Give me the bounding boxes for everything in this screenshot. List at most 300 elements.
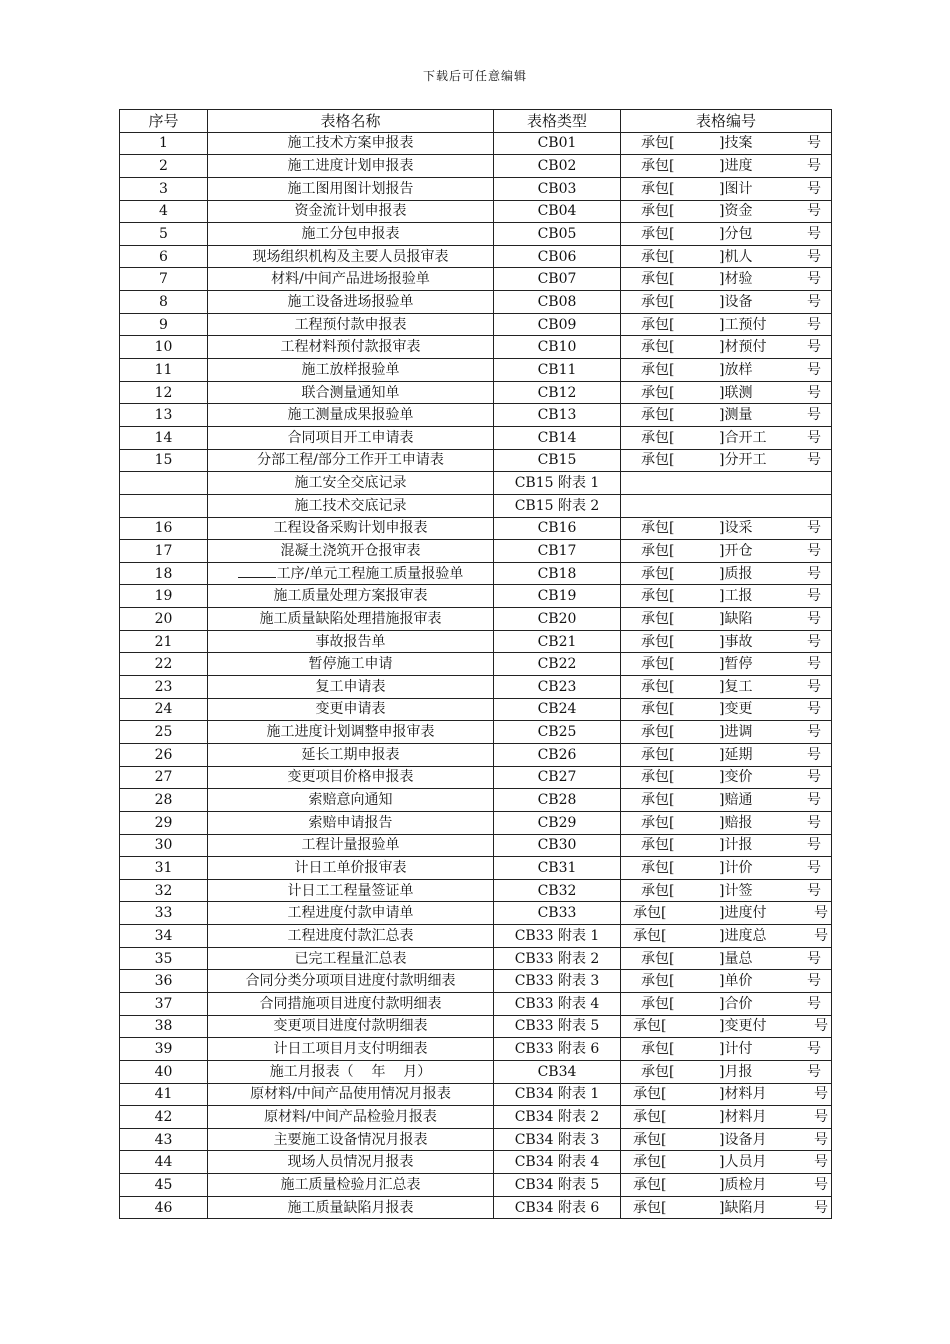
cell-no: 43 xyxy=(120,1128,208,1151)
form-code xyxy=(621,337,831,357)
code-suffix: 号 xyxy=(814,1109,828,1125)
table-row xyxy=(120,721,832,744)
code-prefix: 承包[ xyxy=(641,203,675,220)
code-abbrev-text: 材验 xyxy=(724,271,753,288)
cell-form-code xyxy=(621,494,832,517)
cell-form-name xyxy=(208,1060,494,1083)
form-code xyxy=(621,360,831,380)
code-bracket-close: ] xyxy=(719,1063,725,1080)
code-abbrev-text: 计价 xyxy=(724,859,753,876)
cell-form-name xyxy=(208,630,494,653)
table-row xyxy=(120,268,832,291)
code-bracket-close: ] xyxy=(719,1086,725,1103)
code-prefix: 承包[ xyxy=(641,407,675,424)
code-suffix: 号 xyxy=(807,973,821,990)
code-suffix: 号 xyxy=(814,1086,828,1103)
code-prefix: 承包[ xyxy=(641,633,675,650)
code-abbrev xyxy=(719,247,783,267)
cell-form-code xyxy=(621,1196,832,1219)
code-abbrev-text: 工预付 xyxy=(724,316,767,333)
form-code xyxy=(621,1016,831,1036)
form-name-text: 工程计量报验单 xyxy=(301,837,400,854)
cell-no: 22 xyxy=(120,653,208,676)
code-suffix: 号 xyxy=(807,724,821,741)
cell-form-name xyxy=(208,313,494,336)
code-bracket-close: ] xyxy=(719,995,725,1012)
cell-no: 10 xyxy=(120,336,208,359)
code-abbrev-text: 计付 xyxy=(724,1041,753,1058)
code-abbrev-text: 质报 xyxy=(724,565,753,582)
cell-no: 42 xyxy=(120,1106,208,1129)
code-bracket-close: ] xyxy=(719,678,725,695)
col-header-type: 表格类型 xyxy=(494,110,621,133)
code-prefix: 承包[ xyxy=(633,1131,667,1148)
cell-form-code xyxy=(621,404,832,427)
table-row xyxy=(120,313,832,336)
form-name-text: 已完工程量汇总表 xyxy=(294,950,407,967)
code-prefix: 承包[ xyxy=(641,248,675,265)
code-abbrev-text: 机人 xyxy=(724,248,753,265)
code-bracket-close: ] xyxy=(719,429,725,446)
code-abbrev-text: 计签 xyxy=(724,882,753,899)
form-name-text: 施工设备进场报验单 xyxy=(287,293,414,310)
code-prefix: 承包[ xyxy=(641,1041,675,1058)
cell-form-type: CB33 xyxy=(494,902,621,925)
table-row xyxy=(120,1083,832,1106)
code-prefix: 承包[ xyxy=(633,1199,667,1216)
cell-form-name xyxy=(208,1196,494,1219)
code-abbrev-text: 进调 xyxy=(724,724,753,741)
form-name-text: 主要施工设备情况月报表 xyxy=(273,1131,428,1148)
cell-form-code xyxy=(621,132,832,155)
code-suffix: 号 xyxy=(807,429,821,446)
cell-form-code xyxy=(621,585,832,608)
code-abbrev xyxy=(719,201,783,221)
cell-form-name xyxy=(208,223,494,246)
table-row xyxy=(120,879,832,902)
cell-form-code xyxy=(621,698,832,721)
code-abbrev-text: 材料月 xyxy=(724,1086,767,1103)
form-code xyxy=(621,518,831,538)
form-code xyxy=(621,609,831,629)
cell-no: 28 xyxy=(120,789,208,812)
cell-form-type: CB09 xyxy=(494,313,621,336)
code-abbrev-text: 合价 xyxy=(724,995,753,1012)
cell-no: 31 xyxy=(120,857,208,880)
code-abbrev xyxy=(719,1084,783,1104)
code-bracket-close: ] xyxy=(719,701,725,718)
code-suffix: 号 xyxy=(807,882,821,899)
form-name-text: 索赔意向通知 xyxy=(308,792,393,809)
cell-no: 24 xyxy=(120,698,208,721)
code-bracket-close: ] xyxy=(719,316,725,333)
code-bracket-close: ] xyxy=(719,927,725,944)
code-bracket-close: ] xyxy=(719,814,725,831)
code-prefix: 承包[ xyxy=(641,271,675,288)
cell-form-type: CB19 xyxy=(494,585,621,608)
cell-form-name xyxy=(208,1128,494,1151)
form-code xyxy=(621,315,831,335)
code-abbrev xyxy=(719,541,783,561)
form-code xyxy=(621,269,831,289)
code-abbrev-text: 复工 xyxy=(724,678,753,695)
cell-form-type: CB15 xyxy=(494,449,621,472)
cell-form-code xyxy=(621,992,832,1015)
code-bracket-close: ] xyxy=(719,520,725,537)
form-code xyxy=(621,949,831,969)
table-row xyxy=(120,1174,832,1197)
table-row xyxy=(120,789,832,812)
form-code xyxy=(621,292,831,312)
table-row xyxy=(120,970,832,993)
cell-form-name xyxy=(208,789,494,812)
code-suffix: 号 xyxy=(807,271,821,288)
form-code xyxy=(621,224,831,244)
cell-form-code xyxy=(621,811,832,834)
table-row xyxy=(120,1151,832,1174)
table-row xyxy=(120,857,832,880)
form-code xyxy=(621,699,831,719)
form-name-text: 变更申请表 xyxy=(315,701,386,718)
cell-no: 40 xyxy=(120,1060,208,1083)
form-code xyxy=(621,745,831,765)
code-abbrev xyxy=(719,360,783,380)
table-header-row xyxy=(120,110,832,133)
code-abbrev xyxy=(719,926,783,946)
cell-form-name xyxy=(208,1083,494,1106)
code-abbrev xyxy=(719,315,783,335)
cell-form-code xyxy=(621,789,832,812)
code-suffix: 号 xyxy=(807,792,821,809)
form-index-table xyxy=(119,109,832,1219)
code-bracket-close: ] xyxy=(719,950,725,967)
form-name-text: 索赔申请报告 xyxy=(308,814,393,831)
form-name-text: 施工质量检验月汇总表 xyxy=(280,1176,421,1193)
code-abbrev xyxy=(719,949,783,969)
cell-form-code xyxy=(621,381,832,404)
code-suffix: 号 xyxy=(807,814,821,831)
code-suffix: 号 xyxy=(807,1041,821,1058)
code-prefix: 承包[ xyxy=(641,565,675,582)
code-bracket-close: ] xyxy=(719,769,725,786)
code-abbrev-text: 质检月 xyxy=(724,1176,767,1193)
form-code xyxy=(621,903,831,923)
cell-form-name xyxy=(208,449,494,472)
form-name-text: 施工质量处理方案报审表 xyxy=(273,588,428,605)
code-abbrev xyxy=(719,677,783,697)
cell-form-name xyxy=(208,992,494,1015)
code-prefix: 承包[ xyxy=(641,339,675,356)
code-prefix: 承包[ xyxy=(641,859,675,876)
form-code xyxy=(621,156,831,176)
code-abbrev xyxy=(719,179,783,199)
cell-form-type: CB14 xyxy=(494,426,621,449)
cell-no: 11 xyxy=(120,359,208,382)
cell-form-name xyxy=(208,743,494,766)
cell-form-type: CB26 xyxy=(494,743,621,766)
form-name-text: 施工进度计划调整申报审表 xyxy=(266,724,435,741)
form-code xyxy=(621,790,831,810)
cell-form-code xyxy=(621,245,832,268)
cell-no: 3 xyxy=(120,177,208,200)
cell-form-code xyxy=(621,857,832,880)
code-abbrev xyxy=(719,971,783,991)
cell-form-name xyxy=(208,1151,494,1174)
cell-form-code xyxy=(621,721,832,744)
form-name-text: 分部工程/部分工作开工申请表 xyxy=(257,452,444,469)
cell-form-name xyxy=(208,1015,494,1038)
code-bracket-close: ] xyxy=(719,633,725,650)
form-code xyxy=(621,722,831,742)
form-code xyxy=(621,450,831,470)
cell-form-name xyxy=(208,132,494,155)
code-abbrev xyxy=(719,835,783,855)
cell-form-name xyxy=(208,472,494,495)
cell-form-code xyxy=(621,1060,832,1083)
col-header-code: 表格编号 xyxy=(621,110,832,133)
table-row xyxy=(120,540,832,563)
cell-form-type: CB21 xyxy=(494,630,621,653)
cell-form-name xyxy=(208,947,494,970)
cell-no: 18 xyxy=(120,562,208,585)
code-abbrev xyxy=(719,156,783,176)
table-row xyxy=(120,743,832,766)
code-suffix: 号 xyxy=(807,407,821,424)
code-bracket-close: ] xyxy=(719,271,725,288)
cell-form-type: CB01 xyxy=(494,132,621,155)
form-code xyxy=(621,654,831,674)
cell-form-code xyxy=(621,449,832,472)
cell-no: 8 xyxy=(120,291,208,314)
code-prefix: 承包[ xyxy=(633,905,667,922)
form-name-text: 原材料/中间产品使用情况月报表 xyxy=(250,1086,451,1103)
code-suffix: 号 xyxy=(814,1176,828,1193)
code-abbrev xyxy=(719,1107,783,1127)
code-prefix: 承包[ xyxy=(641,520,675,537)
code-suffix: 号 xyxy=(807,158,821,175)
code-suffix: 号 xyxy=(807,565,821,582)
cell-form-type: CB08 xyxy=(494,291,621,314)
form-code xyxy=(621,926,831,946)
cell-no: 27 xyxy=(120,766,208,789)
table-body xyxy=(120,132,832,1219)
cell-no: 9 xyxy=(120,313,208,336)
code-abbrev-text: 设采 xyxy=(724,520,753,537)
form-name-text: 施工测量成果报验单 xyxy=(287,407,414,424)
cell-form-name xyxy=(208,721,494,744)
code-abbrev xyxy=(719,745,783,765)
code-abbrev xyxy=(719,383,783,403)
form-code xyxy=(621,881,831,901)
table-row xyxy=(120,155,832,178)
code-suffix: 号 xyxy=(807,769,821,786)
form-code xyxy=(621,1152,831,1172)
form-name-text: 延长工期申报表 xyxy=(301,746,400,763)
cell-no: 32 xyxy=(120,879,208,902)
code-abbrev-text: 测量 xyxy=(724,407,753,424)
table-row xyxy=(120,359,832,382)
table-row xyxy=(120,766,832,789)
code-abbrev-text: 延期 xyxy=(724,746,753,763)
cell-no: 13 xyxy=(120,404,208,427)
form-name-text: 原材料/中间产品检验月报表 xyxy=(264,1109,437,1125)
code-abbrev xyxy=(719,903,783,923)
cell-no xyxy=(120,472,208,495)
table-row xyxy=(120,426,832,449)
cell-form-code xyxy=(621,426,832,449)
code-abbrev-text: 月报 xyxy=(724,1063,753,1080)
cell-no: 23 xyxy=(120,676,208,699)
table-row xyxy=(120,562,832,585)
cell-no: 16 xyxy=(120,517,208,540)
cell-form-code xyxy=(621,200,832,223)
code-abbrev-text: 放样 xyxy=(724,361,753,378)
table-row xyxy=(120,1106,832,1129)
cell-no: 38 xyxy=(120,1015,208,1038)
cell-form-name xyxy=(208,381,494,404)
cell-form-name xyxy=(208,494,494,517)
code-prefix: 承包[ xyxy=(641,973,675,990)
code-suffix: 号 xyxy=(807,542,821,559)
form-code xyxy=(621,428,831,448)
code-bracket-close: ] xyxy=(719,135,725,152)
code-bracket-close: ] xyxy=(719,837,725,854)
header-note: 下载后可任意编辑 xyxy=(422,69,527,83)
form-code xyxy=(621,383,831,403)
code-suffix: 号 xyxy=(807,180,821,197)
code-abbrev xyxy=(719,564,783,584)
cell-form-name xyxy=(208,200,494,223)
cell-form-code xyxy=(621,517,832,540)
code-bracket-close: ] xyxy=(719,656,725,673)
code-bracket-close: ] xyxy=(719,792,725,809)
form-name-text: 计日工工程量签证单 xyxy=(287,882,414,899)
form-name-text: 工程设备采购计划申报表 xyxy=(273,520,428,537)
code-abbrev-text: 资金 xyxy=(724,203,753,220)
form-code xyxy=(621,564,831,584)
form-name-text: 事故报告单 xyxy=(315,633,386,650)
cell-no: 33 xyxy=(120,902,208,925)
form-code xyxy=(621,179,831,199)
code-abbrev-text: 设备月 xyxy=(724,1131,767,1148)
code-suffix: 号 xyxy=(807,226,821,243)
form-name-text: 计日工项目月支付明细表 xyxy=(273,1041,428,1058)
form-code xyxy=(621,858,831,878)
table-row xyxy=(120,630,832,653)
code-suffix: 号 xyxy=(807,452,821,469)
code-bracket-close: ] xyxy=(719,1018,725,1035)
code-abbrev-text: 变价 xyxy=(724,769,753,786)
code-abbrev-text: 材预付 xyxy=(724,339,767,356)
table-row xyxy=(120,925,832,948)
form-name-text: 施工放样报验单 xyxy=(301,361,400,378)
cell-form-type: CB33 附表 5 xyxy=(494,1015,621,1038)
form-name-text: 工程进度付款申请单 xyxy=(287,905,414,922)
cell-no: 46 xyxy=(120,1196,208,1219)
code-abbrev-text: 进度 xyxy=(724,158,753,175)
code-abbrev xyxy=(719,858,783,878)
code-abbrev-text: 工报 xyxy=(724,588,753,605)
form-name-text: 复工申请表 xyxy=(315,678,386,695)
code-suffix: 号 xyxy=(814,1018,828,1035)
form-name-text: 现场人员情况月报表 xyxy=(287,1154,414,1171)
table-row xyxy=(120,698,832,721)
cell-no: 5 xyxy=(120,223,208,246)
code-bracket-close: ] xyxy=(719,588,725,605)
cell-no: 15 xyxy=(120,449,208,472)
cell-no: 37 xyxy=(120,992,208,1015)
cell-form-name xyxy=(208,291,494,314)
table-row xyxy=(120,291,832,314)
cell-no: 39 xyxy=(120,1038,208,1061)
cell-form-code xyxy=(621,766,832,789)
table-row xyxy=(120,1038,832,1061)
cell-no: 34 xyxy=(120,925,208,948)
code-prefix: 承包[ xyxy=(641,1063,675,1080)
cell-form-type: CB12 xyxy=(494,381,621,404)
cell-form-name xyxy=(208,336,494,359)
form-name-text: 现场组织机构及主要人员报审表 xyxy=(252,248,449,265)
code-abbrev xyxy=(719,767,783,787)
cell-form-code xyxy=(621,155,832,178)
table-row xyxy=(120,517,832,540)
cell-form-name xyxy=(208,1174,494,1197)
table-row xyxy=(120,811,832,834)
code-prefix: 承包[ xyxy=(641,452,675,469)
code-prefix: 承包[ xyxy=(641,293,675,310)
table-row xyxy=(120,472,832,495)
code-bracket-close: ] xyxy=(719,565,725,582)
code-abbrev xyxy=(719,428,783,448)
code-prefix: 承包[ xyxy=(641,158,675,175)
form-name-text: 工程预付款申报表 xyxy=(294,316,407,333)
code-bracket-close: ] xyxy=(719,973,725,990)
code-abbrev-text: 变更付 xyxy=(724,1018,767,1035)
code-suffix: 号 xyxy=(814,1154,828,1171)
cell-form-name xyxy=(208,857,494,880)
form-code xyxy=(621,1198,831,1218)
form-code xyxy=(621,133,831,153)
code-suffix: 号 xyxy=(807,610,821,627)
form-code xyxy=(621,1039,831,1059)
cell-no: 14 xyxy=(120,426,208,449)
table-row xyxy=(120,585,832,608)
form-name-text: 变更项目价格申报表 xyxy=(287,769,414,786)
code-suffix: 号 xyxy=(807,316,821,333)
cell-form-type: CB28 xyxy=(494,789,621,812)
code-prefix: 承包[ xyxy=(641,135,675,152)
cell-no: 21 xyxy=(120,630,208,653)
code-bracket-close: ] xyxy=(719,293,725,310)
code-bracket-close: ] xyxy=(719,724,725,741)
cell-no: 7 xyxy=(120,268,208,291)
cell-form-code xyxy=(621,834,832,857)
form-code xyxy=(621,1107,831,1127)
cell-form-type: CB31 xyxy=(494,857,621,880)
code-abbrev-text: 量总 xyxy=(724,950,753,967)
code-abbrev-text: 赔报 xyxy=(724,814,753,831)
form-code xyxy=(621,201,831,221)
fill-in-blank xyxy=(238,563,276,578)
cell-form-type: CB34 xyxy=(494,1060,621,1083)
cell-form-name xyxy=(208,585,494,608)
code-bracket-close: ] xyxy=(719,1199,725,1216)
form-name-text: 变更项目进度付款明细表 xyxy=(273,1018,428,1035)
cell-form-name xyxy=(208,426,494,449)
code-bracket-close: ] xyxy=(719,158,725,175)
table-row xyxy=(120,834,832,857)
cell-form-code xyxy=(621,902,832,925)
